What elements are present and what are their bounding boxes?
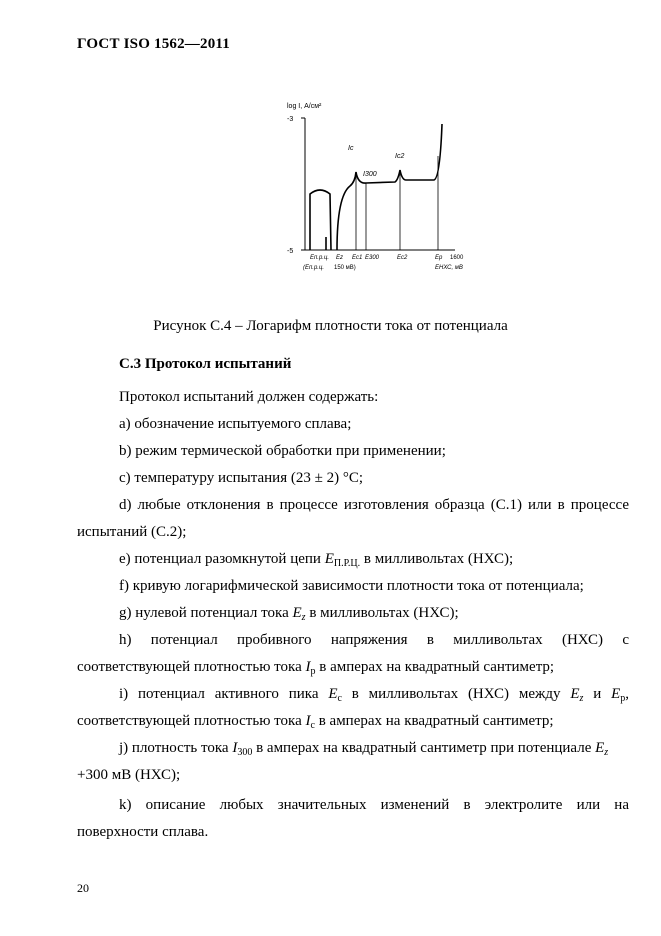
list-item-f: f) кривую логарифмической зависимости плотности тока от потенциала; (119, 578, 584, 594)
list-item-j-line2: +300 мВ (НХС); (77, 767, 181, 783)
x-label-ec2: Ec2 (397, 255, 408, 261)
list-item-h-line2: соответствующей плотностью тока $I_p$ в амперах на квадратный сантиметр; (77, 659, 555, 677)
x-label-ep: Ep (435, 255, 443, 261)
figure-log-current-density (270, 96, 500, 286)
y-tick-label-top: -3 (287, 116, 294, 123)
x-label-e300: E300 (365, 255, 380, 261)
list-item-k-line2: поверхности сплава. (77, 824, 209, 840)
list-item-h-line1: h) потенциал пробивного напряжения в милливольтах (НХС) с (119, 632, 629, 648)
label-ic: Ic (348, 145, 354, 152)
x-label-enhs: EНХС, мВ (435, 265, 463, 271)
y-tick-label-bottom: -5 (287, 248, 294, 255)
x-label-1600: 1600 (450, 255, 464, 261)
list-item-g: g) нулевой потенциал тока $E_z$ в милливольтах (НХС); (119, 605, 459, 623)
label-i300: I300 (363, 171, 377, 178)
list-item-j-line1: j) плотность тока $I_{300}$ в амперах на квадратный сантиметр при потенциале $E_z$ (119, 740, 609, 758)
x-label-enrc-paren: (Eп.р.ц. (303, 265, 325, 271)
list-item-e: e) потенциал разомкнутой цепи $E_{П.Р.Ц.}$ в милливольтах (НХС); (119, 551, 514, 569)
list-item-c: c) температуру испытания (23 ± 2) °C; (119, 470, 364, 486)
para-intro: Протокол испытаний должен содержать: (119, 389, 379, 405)
section-title: С.3 Протокол испытаний (119, 356, 292, 372)
list-item-i-line2: соответствующей плотностью тока $I_c$ в амперах на квадратный сантиметр; (77, 713, 554, 731)
list-item-k-line1: k) описание любых значительных изменений в электролите или на (119, 797, 629, 813)
list-item-a: a) обозначение испытуемого сплава; (119, 416, 352, 432)
list-item-d-line1: d) любые отклонения в процессе изготовления образца (С.1) или в процессе (119, 497, 629, 513)
x-label-enrc: Eп.р.ц. (310, 255, 330, 261)
page-number: 20 (77, 881, 89, 895)
list-item-d-line2: испытаний (С.2); (77, 524, 187, 540)
x-label-150mv: 150 мВ) (334, 265, 356, 271)
figure-caption: Рисунок С.4 – Логарифм плотности тока от потенциала (153, 318, 508, 334)
list-item-b: b) режим термической обработки при применении; (119, 443, 446, 459)
anodic-branch (337, 124, 442, 250)
document-header: ГОСТ ISO 1562—2011 (77, 36, 230, 52)
cathodic-branch (310, 190, 331, 250)
x-label-ez: Ez (336, 255, 344, 261)
polarization-curve-chart (270, 96, 500, 286)
y-axis-label: log I, А/см² (287, 103, 322, 110)
x-label-ec1: Ec1 (352, 255, 363, 261)
list-item-i-line1: i) потенциал активного пика $E_c$ в милливольтах (НХС) между $E_z$ и $E_p$, (119, 686, 629, 704)
label-ic2: Ic2 (395, 153, 405, 160)
